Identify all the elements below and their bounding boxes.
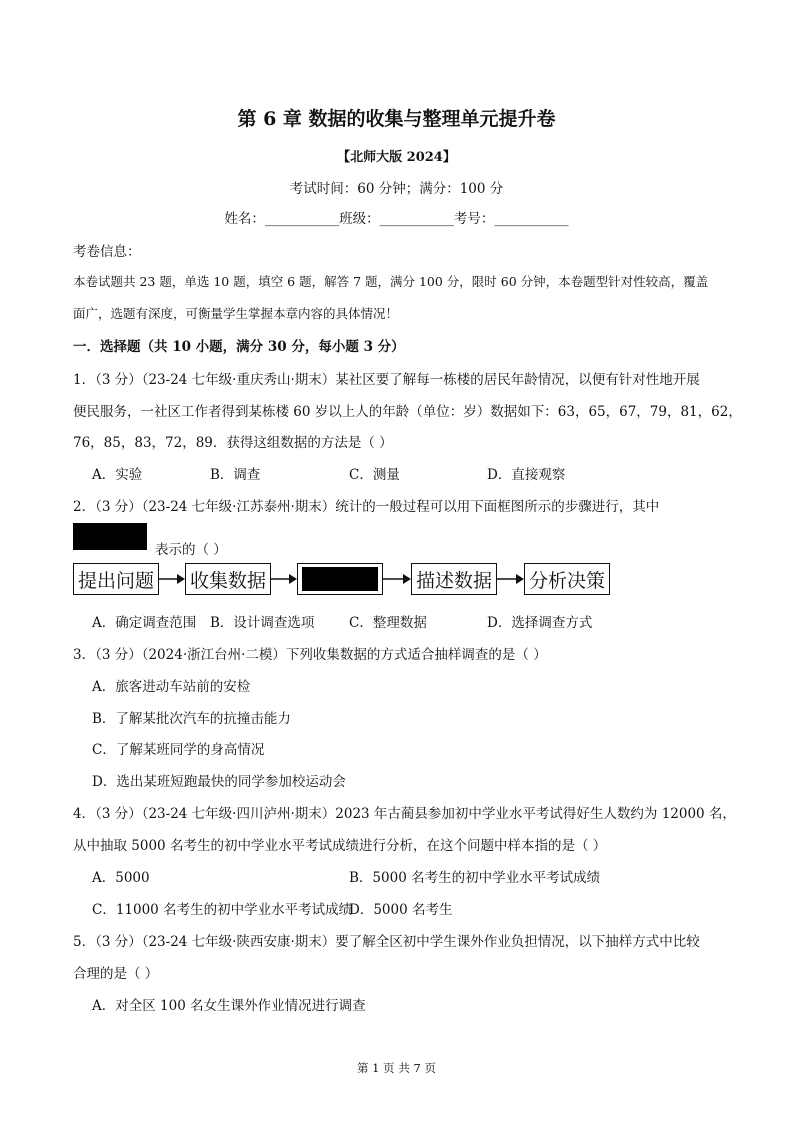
q1-option-a: A．实验 [92,467,143,483]
q2-option-d: D．选择调查方式 [487,615,593,631]
q1-option-b: B．调查 [210,467,261,483]
q1-option-c: C．测量 [349,467,400,483]
q5-option-a: A．对全区 100 名女生课外作业情况进行调查 [92,998,366,1014]
q1-line-1: 1．（3 分）（23-24 七年级·重庆秀山·期末）某社区要了解每一栋楼的居民年龄情况，以便有针对性地开展 [73,372,700,388]
page-footer: 第 1 页 共 7 页 [357,1061,436,1075]
q2-option-c: C．整理数据 [349,615,427,631]
flow-box-hidden [297,563,383,595]
arrow-right-icon [497,563,524,595]
info-heading: 考卷信息： [73,244,141,260]
q5-line-1: 5．（3 分）（23-24 七年级·陕西安康·期末）要了解全区初中学生课外作业负担情况，以下抽样方式中比较 [73,934,700,950]
q3-line-1: 3．（3 分）（2024·浙江台州·二模）下列收集数据的方式适合抽样调查的是（ ） [73,647,547,663]
flow-box-decide: 分析决策 [524,563,610,595]
q3-option-b: B．了解某批次汽车的抗撞击能力 [92,711,291,727]
info-line-1: 本卷试题共 23 题，单选 10 题，填空 6 题，解答 7 题，满分 100 分，限时 60 分钟，本卷题型针对性较高，覆盖 [73,274,709,289]
info-line-2: 面广，选题有深度，可衡量学生掌握本章内容的具体情况！ [73,306,399,321]
q4-option-a: A．5000 [92,870,150,886]
q5-line-2: 合理的是（ ） [73,966,159,982]
q2-line-2: 表示的（ ） [155,542,227,558]
exam-time: 考试时间：60 分钟；满分：100 分 [289,181,504,197]
q3-option-d: D．选出某班短跑最快的同学参加校运动会 [92,774,346,790]
arrow-right-icon [383,563,411,595]
q1-option-d: D．直接观察 [487,467,566,483]
edition-label: 【北师大版 2024】 [337,150,456,165]
q4-option-b: B．5000 名考生的初中学业水平考试成绩 [349,870,601,886]
q2-option-a: A．确定调查范围 [92,615,197,631]
page-title: 第 6 章 数据的收集与整理单元提升卷 [237,108,556,130]
section-title: 一．选择题（共 10 小题，满分 30 分，每小题 3 分） [73,339,405,355]
q3-option-a: A．旅客进动车站前的安检 [92,679,251,695]
q3-option-c: C．了解某班同学的身高情况 [92,742,265,758]
q4-line-1: 4．（3 分）（23-24 七年级·四川泸州·期末）2023 年古蔺县参加初中学业水平考试得好生人数约为 12000 名， [73,806,736,822]
arrow-right-icon [271,563,297,595]
flow-box-ask: 提出问题 [73,563,159,595]
q1-line-3: 76，85，83，72，89．获得这组数据的方法是（ ） [73,435,393,451]
flow-box-collect: 收集数据 [185,563,271,595]
flow-box-describe: 描述数据 [411,563,497,595]
student-info: 姓名：___________班级：___________考号：___________ [224,211,569,227]
q2-option-b: B．设计调查选项 [210,615,315,631]
arrow-right-icon [159,563,185,595]
q4-option-c: C．11000 名考生的初中学业水平考试成绩 [92,902,353,918]
q1-line-2: 便民服务，一社区工作者得到某栋楼 60 岁以上人的年龄（单位：岁）数据如下：63，65，67，79，81，62， [73,404,742,420]
q4-option-d: D．5000 名考生 [349,902,453,918]
redacted-box [73,523,147,550]
q2-line-1: 2．（3 分）（23-24 七年级·江苏泰州·期末）统计的一般过程可以用下面框图所示的步骤进行，其中 [73,499,660,515]
q4-line-2: 从中抽取 5000 名考生的初中学业水平考试成绩进行分析，在这个问题中样本指的是（ ） [73,838,607,854]
flow-box-hidden-fill [302,567,378,591]
